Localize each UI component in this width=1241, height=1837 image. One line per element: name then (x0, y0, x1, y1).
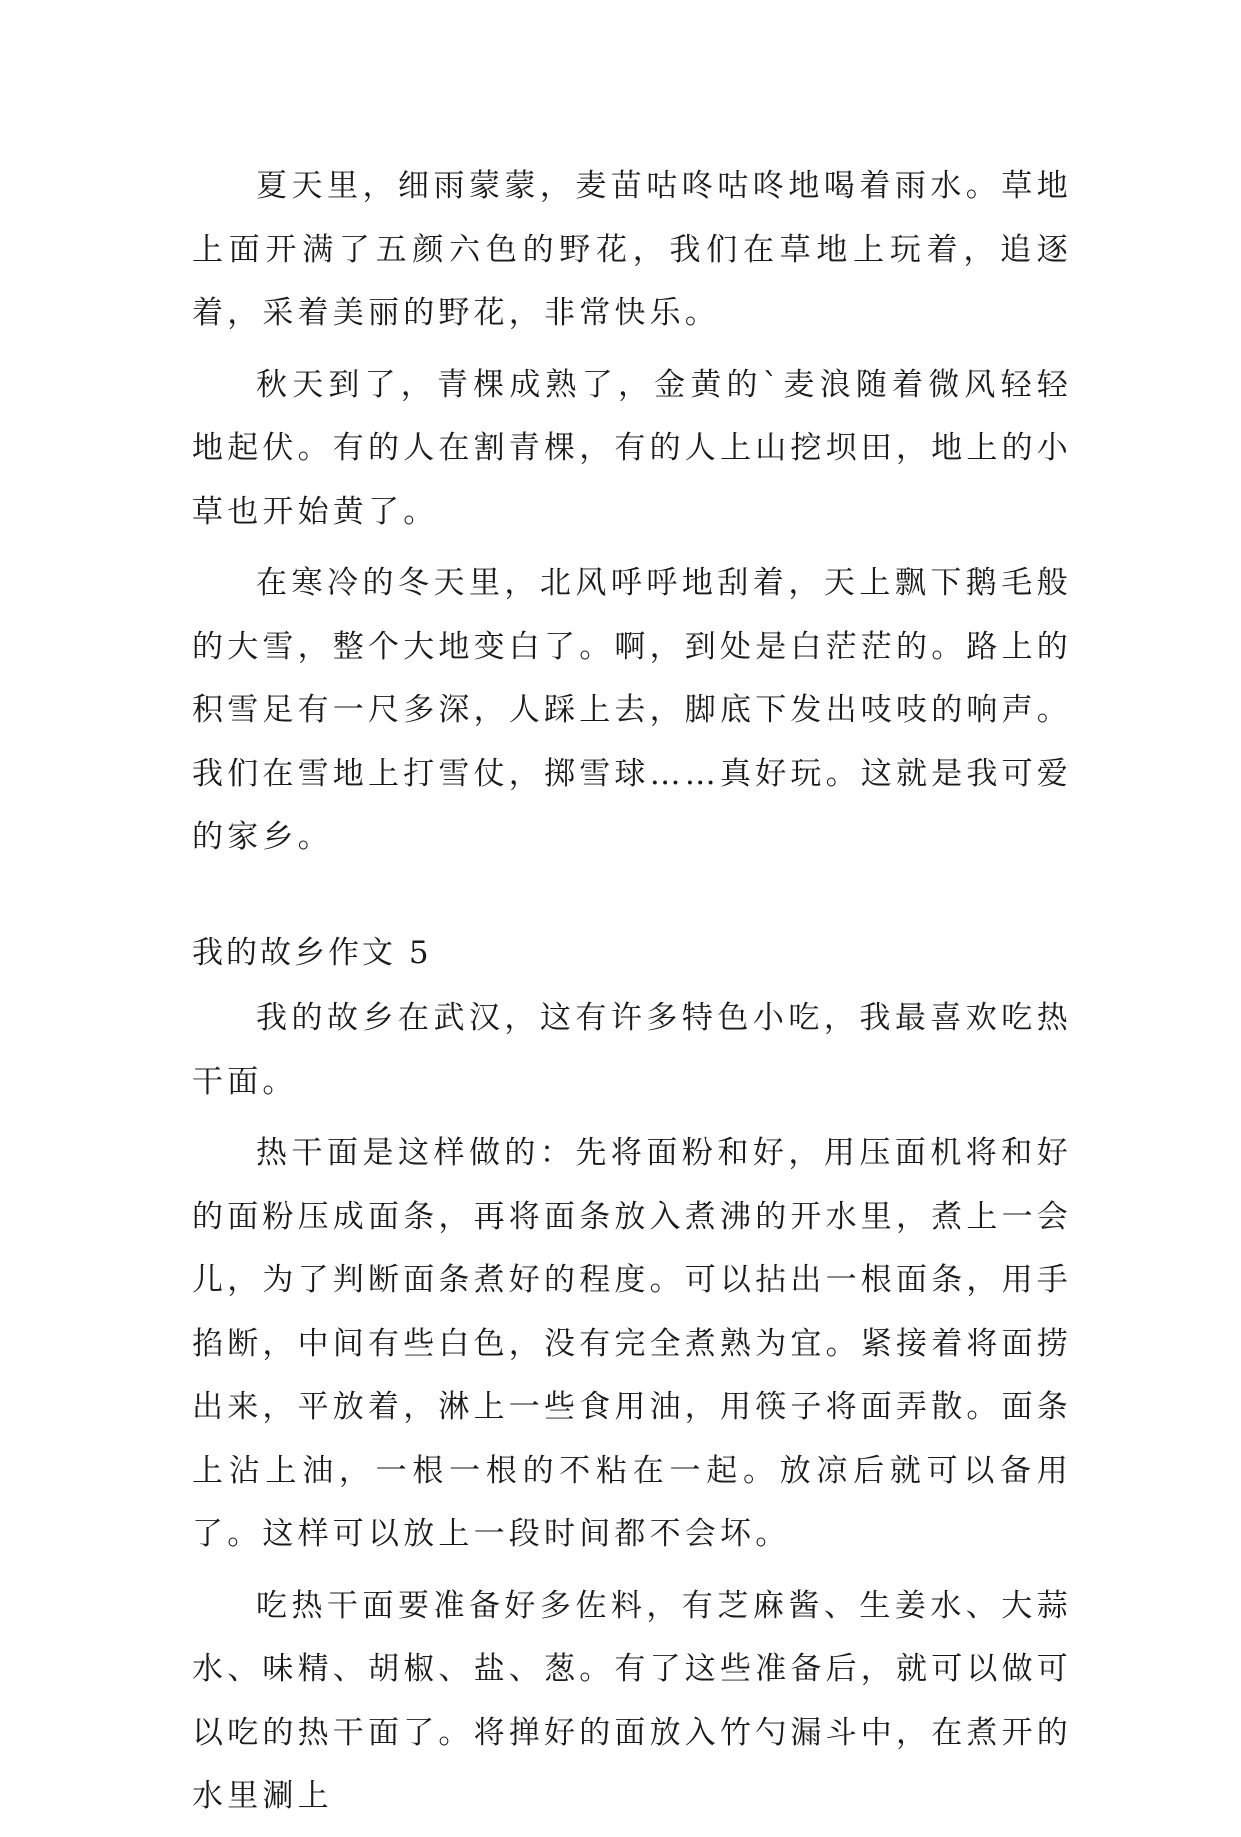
essay-title: 我的故乡作文 5 (192, 934, 432, 971)
paragraph-autumn: 秋天到了，青棵成熟了，金黄的`麦浪随着微风轻轻地起伏。有的人在割青棵，有的人上山挖坝田，地上的小草也开始黄了。 (192, 366, 1072, 530)
paragraph-method: 热干面是这样做的：先将面粉和好，用压面机将和好的面粉压成面条，再将面条放入煮沸的开水里，煮上一会儿，为了判断面条煮好的程度。可以拈出一根面条，用手掐断，中间有些白色，没有完全煮熟为宜。紧接着将面捞出来，平放着，淋上一些食用油，用筷子将面弄散。面条上沾上油，一根一根的不粘在一起。放凉后就可以备用了。这样可以放上一段时间都不会坏。 (192, 1135, 1072, 1552)
paragraph-condiments: 吃热干面要准备好多佐料，有芝麻酱、生姜水、大蒜水、味精、胡椒、盐、葱。有了这些准备后，就可以做可以吃的热干面了。将掸好的面放入竹勺漏斗中，在煮开的水里涮上 (192, 1587, 1072, 1814)
paragraph-intro: 我的故乡在武汉，这有许多特色小吃，我最喜欢吃热干面。 (192, 1000, 1072, 1100)
document-page (192, 155, 1072, 1837)
paragraph-winter: 在寒冷的冬天里，北风呼呼地刮着，天上飘下鹅毛般的大雪，整个大地变白了。啊，到处是白茫茫的。路上的积雪足有一尺多深，人踩上去，脚底下发出吱吱的响声。我们在雪地上打雪仗，掷雪球……真好玩。这就是我可爱的家乡。 (192, 565, 1072, 855)
paragraph-summer: 夏天里，细雨蒙蒙，麦苗咕咚咕咚地喝着雨水。草地上面开满了五颜六色的野花，我们在草地上玩着，追逐着，采着美丽的野花，非常快乐。 (192, 168, 1072, 331)
